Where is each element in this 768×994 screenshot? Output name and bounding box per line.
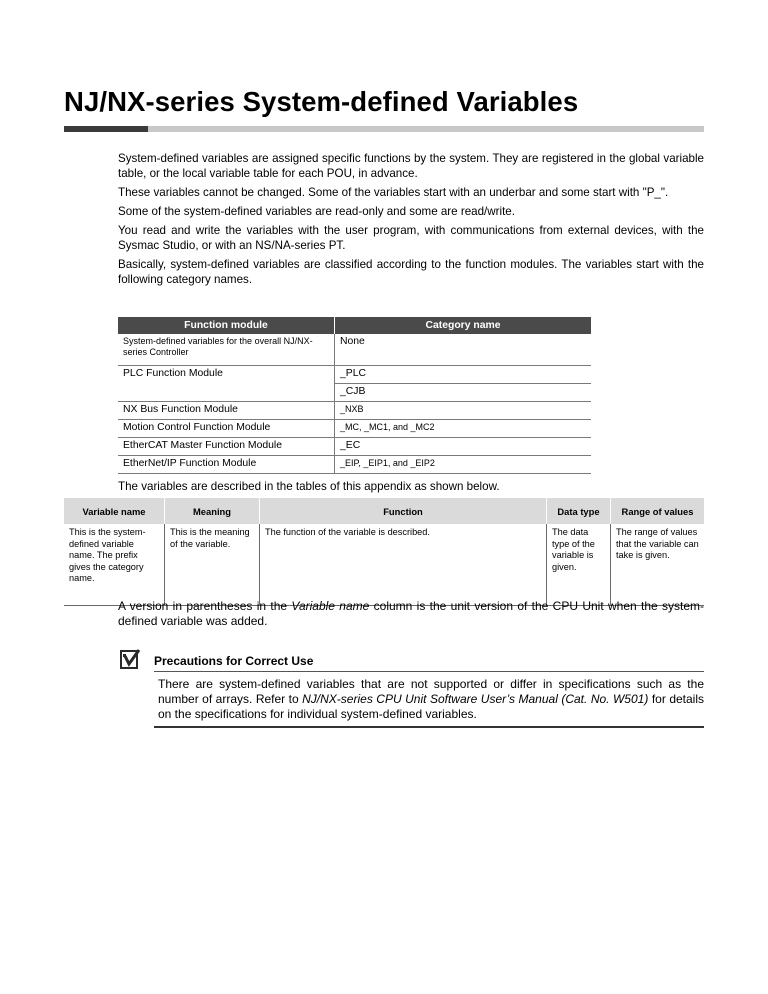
page-title: NJ/NX-series System-defined Variables bbox=[64, 86, 579, 117]
category-name-cell: _CJB bbox=[335, 384, 592, 402]
title-underline bbox=[64, 126, 704, 132]
precautions-title: Precautions for Correct Use bbox=[154, 654, 314, 668]
intro-paragraph: You read and write the variables with the user program, with communications from external devices, with the Sysmac Studio, or with an NS/NA-series PT. bbox=[118, 224, 704, 252]
intro-paragraph: Some of the system-defined variables are read-only and some are read/write. bbox=[118, 205, 515, 218]
data-type-cell: The data type of the variable is given. bbox=[547, 524, 611, 606]
version-note-after: column is the unit version of the CPU Unit when the system-defined variable was added. bbox=[118, 599, 705, 628]
function-module-cell bbox=[118, 384, 335, 402]
table-row bbox=[118, 384, 591, 402]
column-header-variable-name: Variable name bbox=[64, 498, 165, 524]
category-name-cell: _PLC bbox=[335, 366, 592, 384]
version-note-text bbox=[118, 599, 704, 629]
variable-name-cell: This is the system-defined variable name. The prefix gives the category name. bbox=[64, 524, 165, 606]
column-header-category-name: Category name bbox=[335, 317, 592, 334]
precautions-body bbox=[158, 677, 704, 722]
title-underline-bar bbox=[148, 126, 704, 132]
function-module-cell: NX Bus Function Module bbox=[118, 402, 335, 420]
function-module-cell: System-defined variables for the overall NJ/NX-series Controller bbox=[118, 334, 335, 366]
function-module-cell: EtherNet/IP Function Module bbox=[118, 456, 335, 474]
precautions-text bbox=[158, 677, 704, 722]
table-row bbox=[64, 524, 704, 606]
column-header-meaning: Meaning bbox=[165, 498, 260, 524]
manual-reference: NJ/NX-series CPU Unit Software User’s Manual (Cat. No. W501) bbox=[302, 692, 649, 706]
table-intro-text: The variables are described in the tables of this appendix as shown below. bbox=[118, 480, 500, 493]
version-note-section bbox=[118, 599, 704, 629]
table-header-row bbox=[64, 498, 704, 524]
category-name-cell: _MC, _MC1, and _MC2 bbox=[335, 420, 592, 438]
table-header-row bbox=[118, 317, 591, 334]
precautions-after: for details on the specifications for individual system-defined variables. bbox=[158, 692, 705, 721]
category-name-cell: _EC bbox=[335, 438, 592, 456]
meaning-cell: This is the meaning of the variable. bbox=[165, 524, 260, 606]
column-header-function-module: Function module bbox=[118, 317, 335, 334]
function-module-table bbox=[118, 317, 591, 474]
category-name-cell: _EIP, _EIP1, and _EIP2 bbox=[335, 456, 592, 474]
column-header-function: Function bbox=[260, 498, 547, 524]
table-row bbox=[118, 438, 591, 456]
column-header-range-of-values: Range of values bbox=[611, 498, 705, 524]
pencil-check-icon bbox=[120, 648, 142, 670]
category-name-cell: None bbox=[335, 334, 592, 366]
variable-description-table bbox=[64, 498, 704, 606]
table-intro-section bbox=[118, 479, 704, 494]
function-module-cell: EtherCAT Master Function Module bbox=[118, 438, 335, 456]
range-of-values-cell: The range of values that the variable can take is given. bbox=[611, 524, 705, 606]
precautions-before: There are system-defined variables that are not supported or differ in specifications such as the number of arrays. Refer to bbox=[158, 677, 704, 706]
table-row bbox=[118, 420, 591, 438]
intro-paragraph: Basically, system-defined variables are classified according to the function modules. The variables start with the following category names. bbox=[118, 258, 704, 286]
table-row bbox=[118, 456, 591, 474]
precautions-bottom-rule bbox=[154, 726, 704, 728]
table-row bbox=[118, 366, 591, 384]
table-row bbox=[118, 402, 591, 420]
function-module-cell: PLC Function Module bbox=[118, 366, 335, 384]
column-header-data-type: Data type bbox=[547, 498, 611, 524]
version-note-before: A version in parentheses in the bbox=[118, 599, 292, 613]
function-cell: The function of the variable is described. bbox=[260, 524, 547, 606]
intro-paragraph: These variables cannot be changed. Some of the variables start with an underbar and some start with "P_". bbox=[118, 186, 669, 199]
intro-paragraph: System-defined variables are assigned specific functions by the system. They are registered in the global variable table, or the local variable table for each POU, in advance. bbox=[118, 152, 704, 180]
intro-section bbox=[118, 151, 704, 287]
category-name-cell: _NXB bbox=[335, 402, 592, 420]
function-module-cell: Motion Control Function Module bbox=[118, 420, 335, 438]
table-row bbox=[118, 334, 591, 366]
version-note-emphasis: Variable name bbox=[291, 599, 370, 613]
title-underline-accent bbox=[64, 126, 148, 132]
precautions-top-rule bbox=[154, 671, 704, 672]
